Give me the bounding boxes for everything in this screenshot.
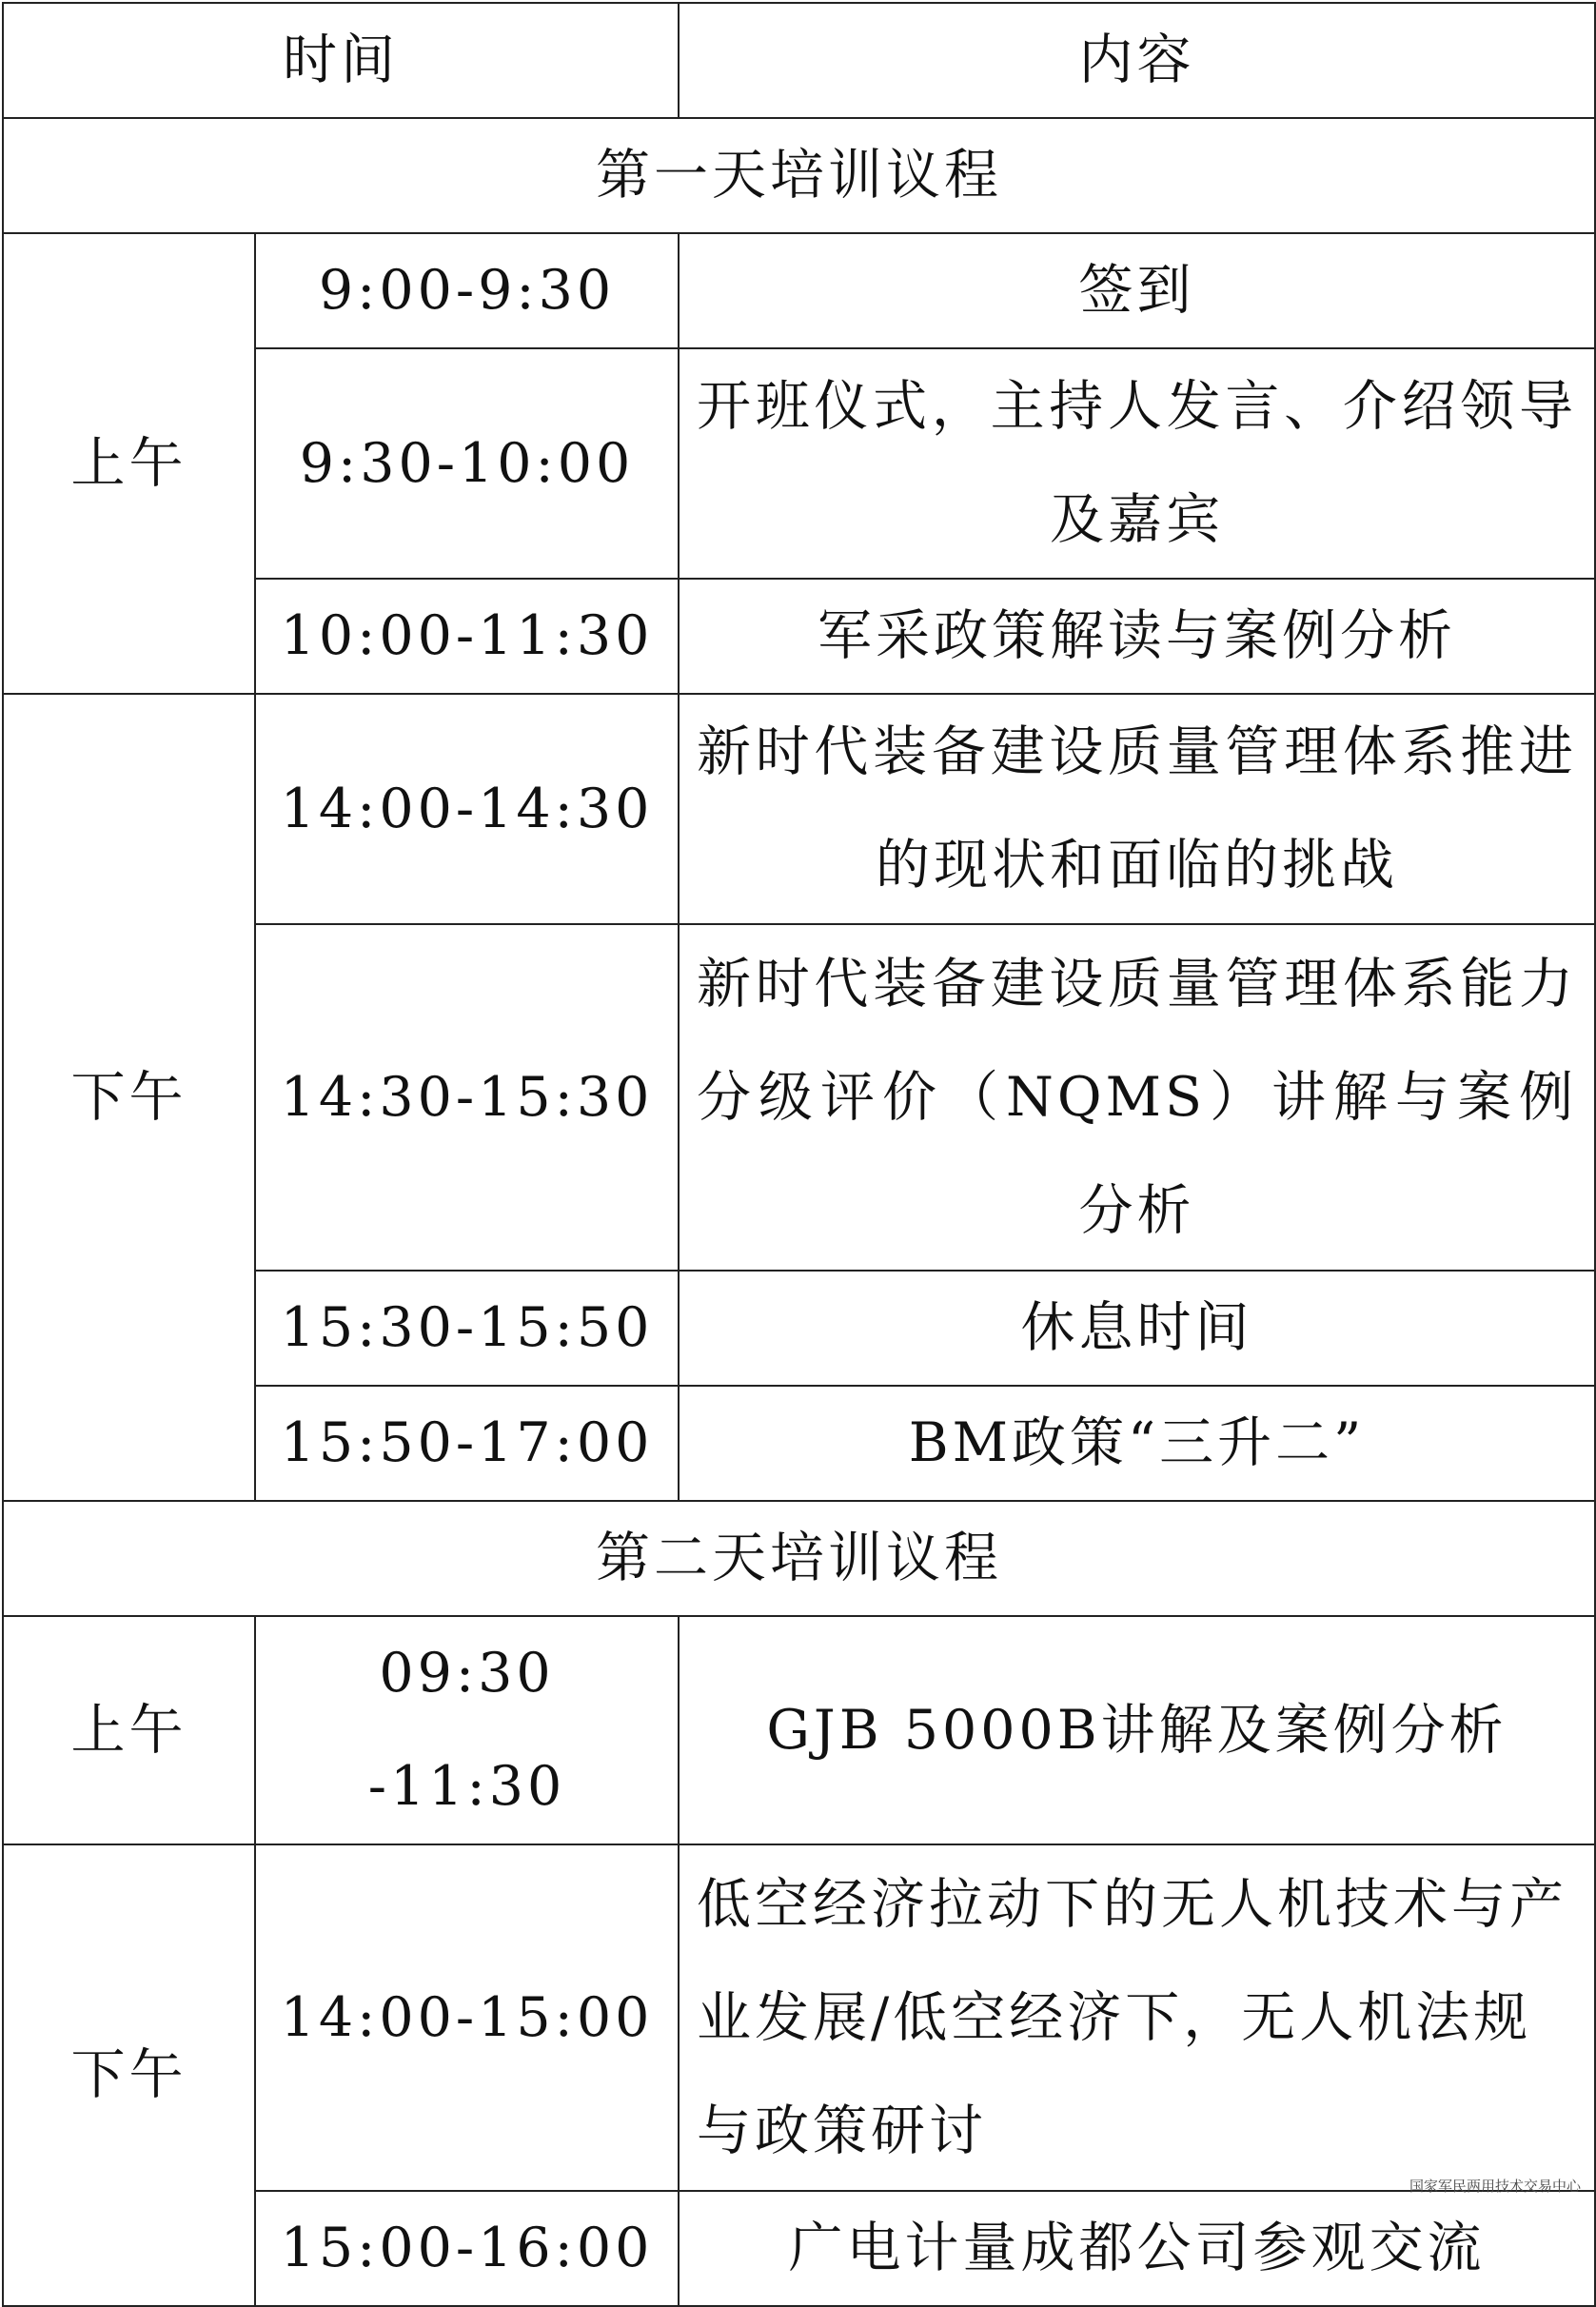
session-content: 休息时间 [679, 1271, 1595, 1386]
day-2-title: 第二天培训议程 [3, 1501, 1595, 1616]
session-content: 军采政策解读与案例分析 [679, 579, 1595, 694]
session-time: 14:00-15:00 [255, 1844, 679, 2191]
session-row [3, 1844, 1595, 2191]
day-1-morning-label: 上午 [3, 233, 255, 694]
session-row [3, 233, 1595, 348]
session-content: 低空经济拉动下的无人机技术与产业发展/低空经济下，无人机法规与政策研讨 [679, 1844, 1595, 2191]
session-time: 15:50-17:00 [255, 1386, 679, 1501]
session-row [3, 1616, 1595, 1844]
session-time: 15:00-16:00 [255, 2191, 679, 2306]
session-content: GJB 5000B讲解及案例分析 [679, 1616, 1595, 1844]
header-content: 内容 [679, 3, 1595, 118]
day-1-title: 第一天培训议程 [3, 118, 1595, 233]
day-1-afternoon-label: 下午 [3, 694, 255, 1501]
day-2-afternoon-label: 下午 [3, 1844, 255, 2306]
header-time: 时间 [3, 3, 679, 118]
session-content: 新时代装备建设质量管理体系推进的现状和面临的挑战 [679, 694, 1595, 924]
watermark-text: 国家军民两用技术交易中心 [1409, 2178, 1581, 2195]
session-content: BM政策“三升二” [679, 1386, 1595, 1501]
session-time: 09:30 -11:30 [255, 1616, 679, 1844]
session-content: 新时代装备建设质量管理体系能力分级评价（NQMS）讲解与案例分析 [679, 924, 1595, 1271]
session-content: 广电计量成都公司参观交流 [679, 2191, 1595, 2306]
day-2-morning-label: 上午 [3, 1616, 255, 1844]
header-row [3, 3, 1595, 118]
session-time: 14:30-15:30 [255, 924, 679, 1271]
session-row [3, 694, 1595, 924]
session-content: 开班仪式，主持人发言、介绍领导及嘉宾 [679, 348, 1595, 579]
session-time: 9:00-9:30 [255, 233, 679, 348]
session-time: 10:00-11:30 [255, 579, 679, 694]
session-time: 15:30-15:50 [255, 1271, 679, 1386]
day-title-row [3, 118, 1595, 233]
session-content: 签到 [679, 233, 1595, 348]
day-title-row [3, 1501, 1595, 1616]
session-time: 14:00-14:30 [255, 694, 679, 924]
agenda-table [2, 2, 1596, 2307]
session-time: 9:30-10:00 [255, 348, 679, 579]
